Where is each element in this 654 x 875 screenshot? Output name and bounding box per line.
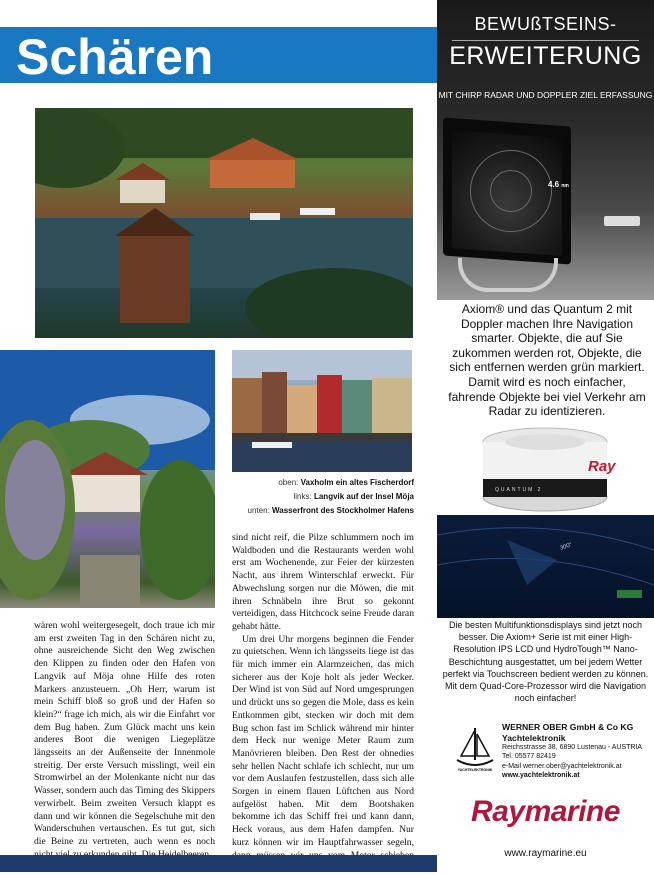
article-paragraph: Um drei Uhr morgens beginnen die Fender zu quietschen. Wenn ich längsseits liege ist das für mich immer ein Alarmzeichen, das mich sicherer aus der Koje holt als jeder Wecker. Der Wind ist von Süd auf Nord umgesprungen und drückt uns so gegen die Mole, dass es kein Entkommen gibt, stecken wir doch mit dem Bug schon fast im Schlick während mir hinter dem Heck nur wenige Meter Raum zum Manövrieren bleiben. Den Rest der ohnedies sehr hellen Nacht schlafe ich schlecht, nur um vor dem Auslaufen festzustellen, dass sich alle Sorgen in einem flauen Lüftchen aus Nord aufgelöst haben. Mit dem Bootshaken bekomme ich das Schiff frei und kann dann, Heck voraus, aus dem Hafen dampfen. Nur kurz können wir im Hauptfahrwasser segeln,	[232, 633, 414, 848]
dealer-phone: Tel. 05577 82419	[502, 753, 556, 761]
caption-top: oben: Vaxholm ein altes Fischerdorf	[278, 478, 414, 487]
radar-ring	[490, 170, 532, 212]
dealer-email[interactable]: e-Mail werner.ober@yachtelektronik.at	[502, 762, 622, 770]
harbor-photo	[35, 108, 413, 338]
ad-body-text: Die besten Multifunktionsdisplays sind jetzt noch besser. Die Axiom+ Serie ist mit einer High-Resolution IPS LCD und HydroTough™ Nano-Beschichtung ausgestattet, um bei jedem Wetter perfekt via Touchscreen bedient werden zu können. Mit dem Quad-Core-Prozessor wird die Navigation noch einfacher!	[442, 620, 649, 704]
radome-brand-mark: Ray	[588, 458, 616, 475]
ad-subheadline: MIT CHIRP RADAR UND DOPPLER ZIEL ERFASSUNG	[438, 90, 653, 100]
dealer-contact	[502, 722, 652, 781]
radar-readout: 4.6 nm	[548, 180, 569, 189]
radome-model-label: QUANTUM 2	[495, 487, 543, 493]
stockholm-waterfront-photo	[232, 350, 412, 472]
article-title: Schären	[16, 29, 214, 85]
dealer-address: Reichsstrasse 38, 6890 Lustenau - AUSTRIA	[502, 744, 643, 751]
caption-bottom: unten: Wasserfront des Stockholmer Hafens	[247, 506, 414, 515]
display-stand	[458, 258, 558, 292]
article-column-2	[232, 532, 414, 875]
raymarine-url[interactable]: www.raymarine.eu	[504, 848, 587, 859]
article-paragraph: wären wohl weitergesegelt, doch traue ich mir am erst zweiten Tag in den Schären nicht zu, ohne ausreichende Sicht den Weg zwischen den Klippen zu finden oder den Hafen von Langvik auf Möja ohne Hilfe des roten Markers anzusteuern. „Oh Herr, warum ist mein Schiff bloß so groß und der Hafen so klein?“ frage ich mich, als wir die Einfahrt vor dem Bug haben. Zum Glück macht uns kein anderes Boot die wenigen Liegeplätze längsseits an der Außenseite der Innenmole streitig. Der erste Versuch misslingt, weil ein Stromwirbel an der Molenkante nicht nur das Wasser, sondern auch das Timing des Skippers verwirbelt. Beim zweiten Versuch klappt es dann und wir können die Segelschuhe mit den Wanderschuhen vertauschen. Es tut gut, sich die Beine zu vertreten, auch wenn es noch	[34, 620, 215, 847]
raymarine-logo: Raymarine	[471, 795, 620, 828]
radar-bearing-label: 300°	[559, 542, 574, 552]
langvik-cottage-photo	[0, 350, 215, 608]
ad-divider	[452, 40, 639, 41]
article-paragraph: sind nicht reif, die Pilze schlummern noch im Waldboden und die Restaurants werden wohl erst am Wochenende, zur Feier der kürzesten Nacht, aus ihrem Winterschlaf erweckt. Für Abwechslung sorgen nur die Möwen, die mit ihren Schnäbeln ihre Brut so gekonnt verteidigen, dass Hitchcock seine Freude daran gehabt hätte.	[232, 532, 414, 632]
ad-headline: BEWUßTSEINS-	[474, 14, 617, 34]
article-column-1	[34, 620, 215, 861]
ad-body-text: Axiom® und das Quantum 2 mit Doppler machen Ihre Navigation smarter. Objekte, die auf Sie zukommen werden rot, Objekte, die sich entfernen werden grün markiert. Damit wird es noch einfacher, fahrende Objekte bei viel Verkehr am Radar zu identizieren.	[448, 302, 646, 419]
footer-bar	[0, 855, 437, 872]
dealer-division: Yachtelektronik	[502, 732, 566, 743]
caption-left: links: Langvik auf der Insel Möja	[293, 492, 414, 501]
dealer-logo-text: YACHTELEKTRONIK	[457, 768, 493, 772]
ad-headline: ERWEITERUNG	[449, 42, 642, 70]
ship-icon	[604, 216, 640, 226]
ad-radar-night-image	[437, 515, 654, 618]
dealer-name: WERNER OBER GmbH & Co KG	[502, 722, 634, 732]
dealer-website[interactable]: www.yachtelektronik.at	[502, 772, 580, 780]
